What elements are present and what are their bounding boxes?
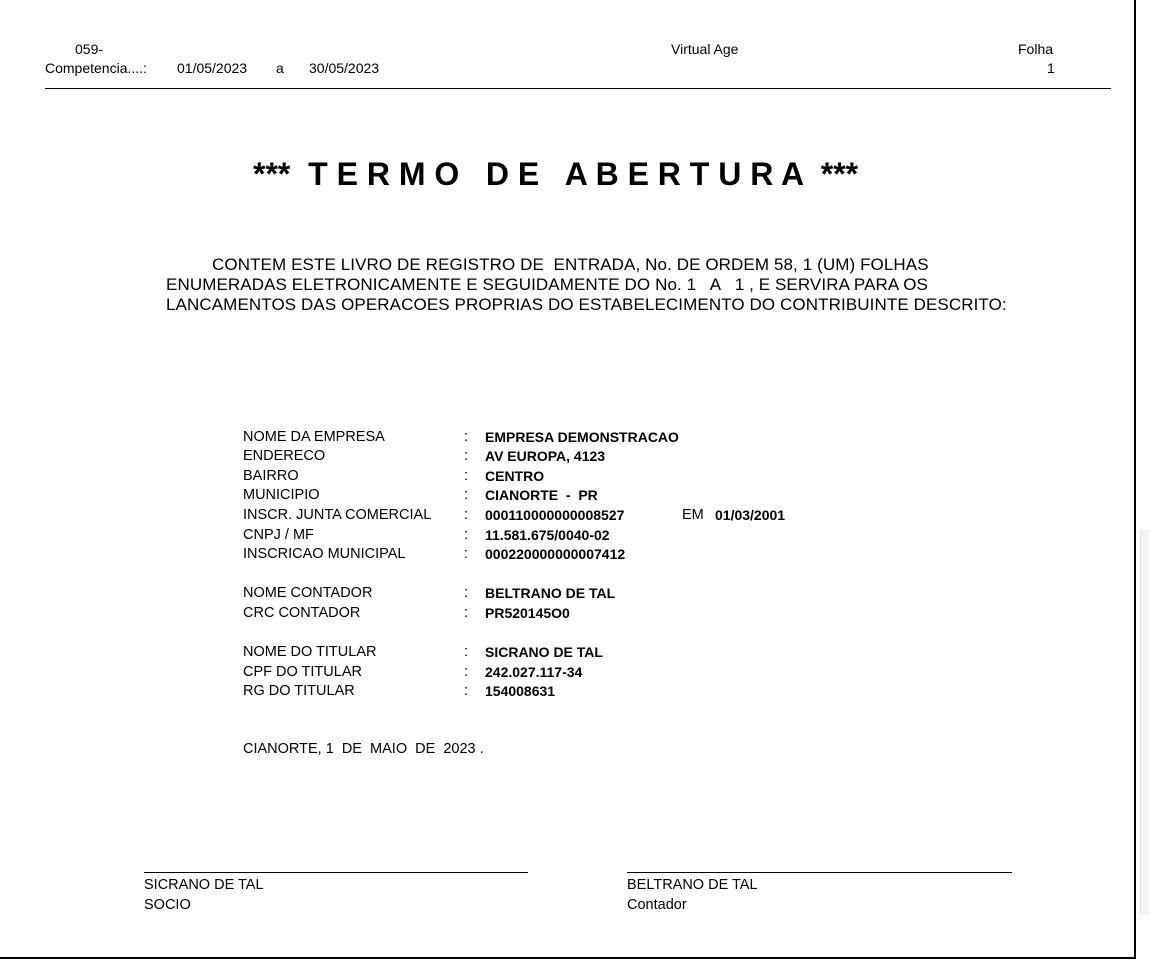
signature-name-contador: BELTRANO DE TAL [627, 877, 758, 893]
system-name: Virtual Age [671, 41, 739, 57]
field-label: BAIRRO [243, 468, 299, 484]
vertical-scrollbar[interactable] [1140, 530, 1149, 915]
field-value: SICRANO DE TAL [485, 644, 603, 660]
competencia-label: Competencia....: [45, 60, 147, 76]
field-value: 000110000000008527 [485, 507, 625, 523]
field-colon: : [464, 585, 469, 601]
field-value: 154008631 [485, 683, 556, 699]
field-colon: : [464, 429, 469, 445]
intro-line-2: ENUMERADAS ELETRONICAMENTE E SEGUIDAMENTE DO No. 1 A 1 , E SERVIRA PARA OS [166, 275, 928, 294]
field-label: INSCR. JUNTA COMERCIAL [243, 507, 432, 523]
signature-role-contador: Contador [627, 897, 687, 913]
field-value: 000220000000007412 [485, 546, 626, 562]
competencia-date-from: 01/05/2023 [177, 60, 248, 76]
field-value: 242.027.117-34 [485, 664, 583, 680]
report-code: 059- [75, 41, 104, 57]
signature-line-socio [144, 872, 528, 873]
competencia-date-separator: a [276, 60, 284, 76]
place-date: CIANORTE, 1 DE MAIO DE 2023 . [243, 741, 484, 757]
field-colon: : [464, 683, 469, 699]
field-value: 11.581.675/0040-02 [485, 527, 610, 543]
field-label: CNPJ / MF [243, 527, 314, 543]
intro-line-1: CONTEM ESTE LIVRO DE REGISTRO DE ENTRADA, No. DE ORDEM 58, 1 (UM) FOLHAS [212, 255, 929, 274]
field-colon: : [464, 448, 469, 464]
field-label: INSCRICAO MUNICIPAL [243, 546, 406, 562]
signature-name-socio: SICRANO DE TAL [144, 877, 264, 893]
signature-role-socio: SOCIO [144, 897, 191, 913]
signature-line-contador [627, 872, 1012, 873]
field-colon: : [464, 507, 469, 523]
field-label: NOME CONTADOR [243, 585, 373, 601]
field-value: CIANORTE - PR [485, 487, 598, 503]
junta-em-label: EM [682, 507, 704, 523]
field-label: NOME DO TITULAR [243, 644, 377, 660]
field-value: EMPRESA DEMONSTRACAO [485, 429, 679, 445]
field-colon: : [464, 605, 469, 621]
folha-number: 1 [1047, 60, 1055, 76]
field-colon: : [464, 487, 469, 503]
field-colon: : [464, 644, 469, 660]
header-divider [45, 88, 1111, 89]
intro-line-3: LANCAMENTOS DAS OPERACOES PROPRIAS DO ESTABELECIMENTO DO CONTRIBUINTE DESCRITO: [166, 295, 1007, 314]
field-value: AV EUROPA, 4123 [485, 448, 606, 464]
field-label: MUNICIPIO [243, 487, 320, 503]
field-colon: : [464, 664, 469, 680]
competencia-date-to: 30/05/2023 [309, 60, 380, 76]
junta-em-date: 01/03/2001 [715, 507, 786, 523]
field-value: CENTRO [485, 468, 545, 484]
field-colon: : [464, 468, 469, 484]
field-colon: : [464, 527, 469, 543]
field-value: PR520145O0 [485, 605, 570, 621]
field-label: NOME DA EMPRESA [243, 429, 385, 445]
field-value: BELTRANO DE TAL [485, 585, 616, 601]
field-label: ENDERECO [243, 448, 326, 464]
document-title: *** T E R M O D E A B E R T U R A *** [253, 156, 859, 192]
field-label: CRC CONTADOR [243, 605, 361, 621]
field-label: CPF DO TITULAR [243, 664, 362, 680]
field-label: RG DO TITULAR [243, 683, 355, 699]
folha-label: Folha [1018, 41, 1054, 57]
field-colon: : [464, 546, 469, 562]
